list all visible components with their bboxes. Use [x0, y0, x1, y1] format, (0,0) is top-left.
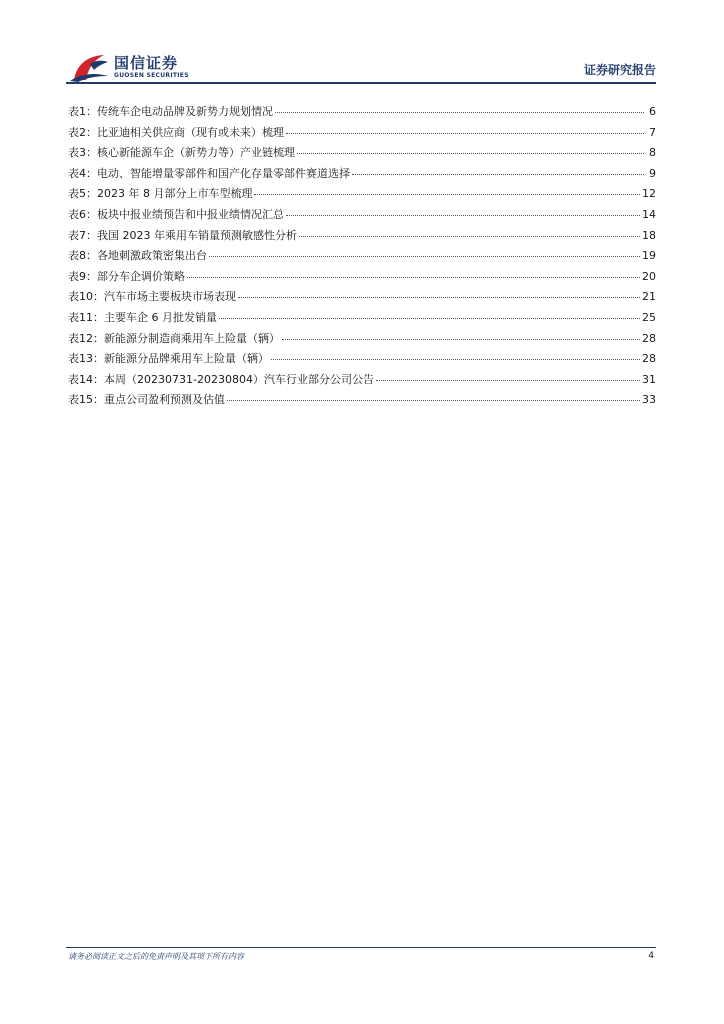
toc-entry-label: 表7：	[68, 228, 97, 242]
toc-entry[interactable]	[68, 268, 656, 289]
toc-entry[interactable]	[68, 350, 656, 371]
toc-entry-title: 板块中报业绩预告和中报业绩情况汇总	[97, 207, 284, 221]
toc-entry-label: 表15：	[68, 393, 104, 407]
toc-entry-label: 表11：	[68, 310, 104, 324]
toc-entry[interactable]	[68, 185, 656, 206]
toc-entry-title: 我国 2023 年乘用车销量预测敏感性分析	[97, 228, 297, 242]
toc-entry-label: 表14：	[68, 372, 104, 386]
toc-entry[interactable]	[68, 288, 656, 309]
toc-entry[interactable]	[68, 144, 656, 165]
logo-text-en: GUOSEN SECURITIES	[114, 72, 189, 79]
toc-leader-dots	[254, 194, 640, 195]
toc-entry-label: 表1：	[68, 105, 97, 118]
toc-entry-title: 电动、智能增量零部件和国产化存量零部件赛道选择	[97, 166, 350, 180]
toc-leader-dots	[209, 256, 640, 257]
toc-entry-title: 汽车市场主要板块市场表现	[104, 290, 236, 304]
toc-leader-dots	[227, 400, 640, 401]
toc-leader-dots	[286, 215, 640, 216]
table-of-tables	[68, 103, 656, 412]
toc-entry-page: 12	[642, 187, 656, 201]
toc-entry[interactable]	[68, 227, 656, 248]
toc-entry-title: 主要车企 6 月批发销量	[104, 310, 217, 324]
toc-entry-title: 2023 年 8 月部分上市车型梳理	[97, 187, 253, 201]
toc-leader-dots	[297, 153, 644, 154]
toc-entry-label: 表6：	[68, 207, 97, 221]
toc-entry-page: 8	[649, 146, 656, 160]
toc-entry-title: 新能源分品牌乘用车上险量（辆）	[104, 352, 269, 366]
toc-entry-page: 21	[642, 290, 656, 304]
toc-entry-label: 表5：	[68, 187, 97, 201]
toc-entry-page: 9	[649, 166, 656, 180]
footer-divider	[66, 947, 656, 948]
guosen-logo-icon	[70, 52, 110, 82]
toc-leader-dots	[286, 133, 644, 134]
toc-entry-title: 重点公司盈利预测及估值	[104, 393, 225, 407]
toc-leader-dots	[282, 339, 640, 340]
toc-entry-page: 28	[642, 352, 656, 366]
toc-entry[interactable]	[68, 165, 656, 186]
toc-entry-title: 各地刺激政策密集出台	[97, 249, 207, 263]
toc-entry-label: 表9：	[68, 269, 97, 283]
toc-entry[interactable]	[68, 371, 656, 392]
toc-entry-label: 表13：	[68, 352, 104, 366]
toc-entry-label: 表8：	[68, 249, 97, 263]
toc-leader-dots	[187, 277, 640, 278]
toc-entry-label: 表4：	[68, 166, 97, 180]
toc-entry-page: 6	[649, 105, 656, 118]
toc-entry-title: 比亚迪相关供应商（现有或未来）梳理	[97, 125, 284, 139]
toc-entry-title: 新能源分制造商乘用车上险量（辆）	[104, 331, 280, 345]
toc-leader-dots	[299, 236, 640, 237]
toc-entry-page: 31	[642, 372, 656, 386]
toc-entry[interactable]	[68, 206, 656, 227]
toc-entry-title: 传统车企电动品牌及新势力规划情况	[97, 105, 273, 118]
toc-entry-page: 14	[642, 207, 656, 221]
toc-entry-page: 20	[642, 269, 656, 283]
toc-entry-title: 核心新能源车企（新势力等）产业链梳理	[97, 146, 295, 160]
toc-entry-page: 19	[642, 249, 656, 263]
toc-leader-dots	[271, 359, 640, 360]
guosen-logo	[70, 52, 200, 84]
toc-leader-dots	[352, 174, 644, 175]
report-type-label: 证券研究报告	[583, 63, 656, 77]
page-number: 4	[648, 951, 654, 961]
page-header	[0, 0, 724, 90]
toc-entry[interactable]	[68, 247, 656, 268]
toc-entry[interactable]	[68, 330, 656, 351]
footer-disclaimer: 请务必阅读正文之后的免责声明及其项下所有内容	[68, 952, 244, 961]
toc-entry[interactable]	[68, 391, 656, 412]
toc-entry-page: 7	[649, 125, 656, 139]
toc-entry-label: 表3：	[68, 146, 97, 160]
toc-leader-dots	[275, 112, 644, 113]
toc-entry[interactable]	[68, 124, 656, 145]
toc-leader-dots	[376, 380, 640, 381]
toc-entry-page: 28	[642, 331, 656, 345]
logo-text-cn: 国信证券	[114, 54, 179, 72]
toc-leader-dots	[219, 318, 640, 319]
toc-entry-title: 本周（20230731-20230804）汽车行业部分公司公告	[104, 372, 374, 386]
toc-entry-page: 18	[642, 228, 656, 242]
header-divider	[66, 82, 656, 84]
toc-entry-label: 表2：	[68, 125, 97, 139]
toc-leader-dots	[238, 297, 640, 298]
toc-entry-label: 表10：	[68, 290, 104, 304]
toc-entry-title: 部分车企调价策略	[97, 269, 185, 283]
toc-entry-label: 表12：	[68, 331, 104, 345]
toc-entry[interactable]	[68, 103, 656, 124]
toc-entry-page: 25	[642, 310, 656, 324]
toc-entry-page: 33	[642, 393, 656, 407]
toc-entry[interactable]	[68, 309, 656, 330]
